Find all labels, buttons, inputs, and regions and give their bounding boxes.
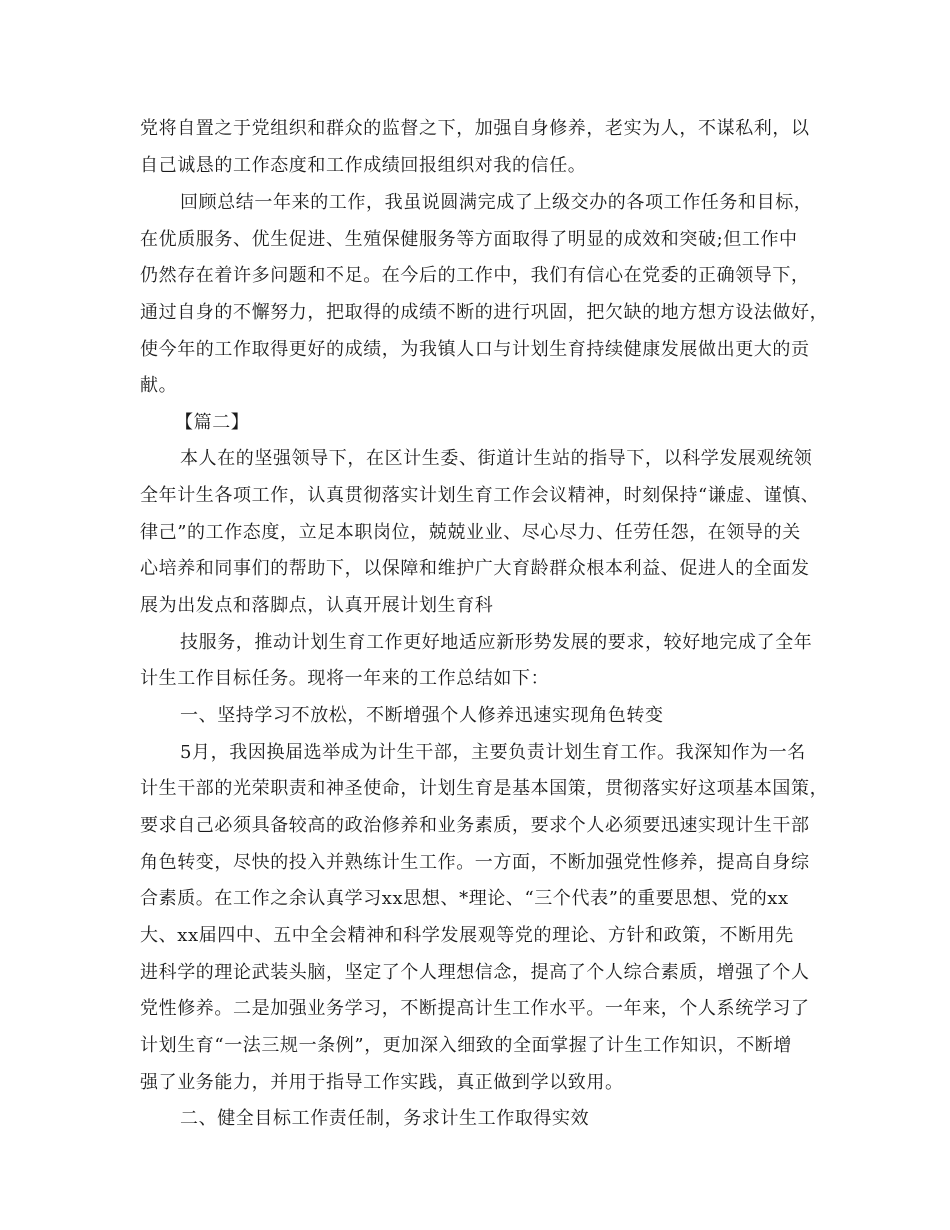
text-line: 献。 <box>140 375 178 396</box>
text-line: 党将自置之于党组织和群众的监督之下，加强自身修养，老实为人，不谋私利，以 <box>140 118 810 139</box>
text-line: 自己诚恳的工作态度和工作成绩回报组织对我的信任。 <box>140 155 587 176</box>
text-line: 本人在的坚强领导下，在区计生委、街道计生站的指导下，以科学发展观统领 <box>180 448 813 469</box>
text-line: 大、xx届四中、五中全会精神和科学发展观等党的理论、方针和政策，不断用先 <box>140 925 794 946</box>
text-line: 使今年的工作取得更好的成绩，为我镇人口与计划生育持续健康发展做出更大的贡 <box>140 339 810 360</box>
text-line: 全年计生各项工作，认真贯彻落实计划生育工作会议精神，时刻保持“谦虚、谨慎、 <box>140 485 820 506</box>
text-line: 技服务，推动计划生育工作更好地适应新形势发展的要求，较好地完成了全年 <box>180 632 813 653</box>
text-line: 律己”的工作态度，立足本职岗位，兢兢业业、尽心尽力、任劳任怨，在领导的关 <box>140 522 801 543</box>
text-line: 展为出发点和落脚点，认真开展计划生育科 <box>140 595 494 616</box>
text-line: 要求自己必须具备较高的政治修养和业务素质，要求个人必须要迅速实现计生干部 <box>140 815 810 836</box>
subsection-heading: 二、健全目标工作责任制，务求计生工作取得实效 <box>180 1108 590 1129</box>
text-line: 计生工作目标任务。现将一年来的工作总结如下： <box>140 668 550 689</box>
section-heading: 【篇二】 <box>175 412 250 433</box>
text-line: 进科学的理论武装头脑，坚定了个人理想信念，提高了个人综合素质，增强了个人 <box>140 962 810 983</box>
text-line: 角色转变，尽快的投入并熟练计生工作。一方面，不断加强党性修养，提高自身综 <box>140 852 810 873</box>
text-line: 心培养和同事们的帮助下，以保障和维护广大育龄群众根本利益、促进人的全面发 <box>140 558 810 579</box>
subsection-heading: 一、坚持学习不放松，不断增强个人修养迅速实现角色转变 <box>180 705 664 726</box>
text-line: 党性修养。二是加强业务学习，不断提高计生工作水平。一年来，个人系统学习了 <box>140 998 810 1019</box>
text-line: 通过自身的不懈努力，把取得的成绩不断的进行巩固，把欠缺的地方想方设法做好， <box>140 302 829 323</box>
text-line: 5月，我因换届选举成为计生干部，主要负责计划生育工作。我深知作为一名 <box>180 742 806 763</box>
text-line: 合素质。在工作之余认真学习xx思想、*理论、“三个代表”的重要思想、党的xx <box>140 888 789 909</box>
text-line: 回顾总结一年来的工作，我虽说圆满完成了上级交办的各项工作任务和目标， <box>180 192 813 213</box>
text-line: 在优质服务、优生促进、生殖保健服务等方面取得了明显的成效和突破;但工作中 <box>140 229 798 250</box>
text-line: 仍然存在着许多问题和不足。在今后的工作中，我们有信心在党委的正确领导下， <box>140 265 810 286</box>
text-line: 计生干部的光荣职责和神圣使命，计划生育是基本国策，贯彻落实好这项基本国策， <box>140 778 829 799</box>
text-line: 计划生育“一法三规一条例”，更加深入细致的全面掌握了计生工作知识，不断增 <box>140 1035 793 1056</box>
text-line: 强了业务能力，并用于指导工作实践，真正做到学以致用。 <box>140 1072 624 1093</box>
